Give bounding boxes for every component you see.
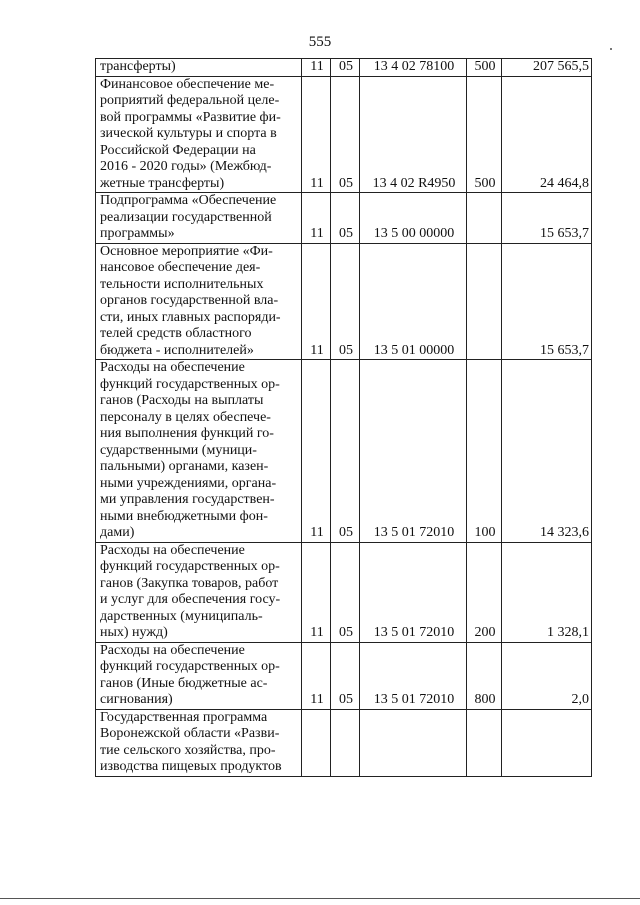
expense-item-name-cell: Государственная программа Воронежской области «Разви- тие сельского хозяйства, про- изводства пищевых продуктов (96, 709, 302, 776)
amount-cell (502, 709, 592, 776)
target-article-code-cell: 13 5 01 72010 (360, 542, 467, 642)
subsection-code-cell: 05 (331, 59, 360, 77)
section-code-cell: 11 (302, 360, 331, 543)
table-row (96, 59, 592, 77)
amount-cell: 1 328,1 (502, 542, 592, 642)
table-row (96, 642, 592, 709)
expense-item-name-cell: Расходы на обеспечение функций государственных ор- ганов (Закупка товаров, работ и услуг для обеспечения госу- дарственных (муниципаль- ных) нужд) (96, 542, 302, 642)
target-article-code-cell: 13 4 02 R4950 (360, 76, 467, 193)
target-article-code-cell: 13 5 01 72010 (360, 360, 467, 543)
subsection-code-cell: 05 (331, 193, 360, 244)
expense-item-name-cell: Подпрограмма «Обеспечение реализации государственной программы» (96, 193, 302, 244)
section-code-cell: 11 (302, 542, 331, 642)
expense-type-code-cell (467, 193, 502, 244)
section-code-cell: 11 (302, 76, 331, 193)
table-row (96, 76, 592, 193)
subsection-code-cell: 05 (331, 642, 360, 709)
amount-cell: 15 653,7 (502, 243, 592, 360)
subsection-code-cell: 05 (331, 76, 360, 193)
expense-item-name-cell: Расходы на обеспечение функций государственных ор- ганов (Расходы на выплаты персоналу в целях обеспече- ния выполнения функций го- сударственными (муници- пальными) органами, казен- ными учреждениями, органа- ми управления государствен- ными внебюджетными фон- дами) (96, 360, 302, 543)
target-article-code-cell: 13 5 00 00000 (360, 193, 467, 244)
expense-type-code-cell (467, 243, 502, 360)
table-row (96, 709, 592, 776)
section-code-cell: 11 (302, 642, 331, 709)
subsection-code-cell: 05 (331, 542, 360, 642)
amount-cell: 24 464,8 (502, 76, 592, 193)
amount-cell: 15 653,7 (502, 193, 592, 244)
section-code-cell: 11 (302, 59, 331, 77)
subsection-code-cell: 05 (331, 243, 360, 360)
target-article-code-cell: 13 4 02 78100 (360, 59, 467, 77)
section-code-cell: 11 (302, 243, 331, 360)
page-number: 555 (308, 34, 332, 50)
target-article-code-cell: 13 5 01 72010 (360, 642, 467, 709)
expense-type-code-cell: 500 (467, 59, 502, 77)
expense-type-code-cell: 100 (467, 360, 502, 543)
expense-item-name-cell: Основное мероприятие «Фи- нансовое обеспечение дея- тельности исполнительных органов государственной вла- сти, иных главных распоряди- телей средств областного бюджета - исполнителей» (96, 243, 302, 360)
expense-item-name-cell: Расходы на обеспечение функций государственных ор- ганов (Иные бюджетные ас- сигнования) (96, 642, 302, 709)
section-code-cell: 11 (302, 193, 331, 244)
amount-cell: 207 565,5 (502, 59, 592, 77)
table-row (96, 360, 592, 543)
expense-type-code-cell: 500 (467, 76, 502, 193)
section-code-cell (302, 709, 331, 776)
page-bottom-rule (0, 898, 640, 899)
target-article-code-cell: 13 5 01 00000 (360, 243, 467, 360)
expense-item-name-cell: трансферты) (96, 59, 302, 77)
expense-type-code-cell: 200 (467, 542, 502, 642)
scan-speck (610, 48, 612, 50)
table-row (96, 542, 592, 642)
subsection-code-cell (331, 709, 360, 776)
table-row (96, 193, 592, 244)
subsection-code-cell: 05 (331, 360, 360, 543)
table-row (96, 243, 592, 360)
expense-type-code-cell: 800 (467, 642, 502, 709)
expense-type-code-cell (467, 709, 502, 776)
budget-table (95, 58, 592, 777)
expense-item-name-cell: Финансовое обеспечение ме- роприятий федеральной целе- вой программы «Развитие фи- зической культуры и спорта в Российской Федерации на 2016 - 2020 годы» (Межбюд- жетные трансферты) (96, 76, 302, 193)
amount-cell: 2,0 (502, 642, 592, 709)
target-article-code-cell (360, 709, 467, 776)
amount-cell: 14 323,6 (502, 360, 592, 543)
